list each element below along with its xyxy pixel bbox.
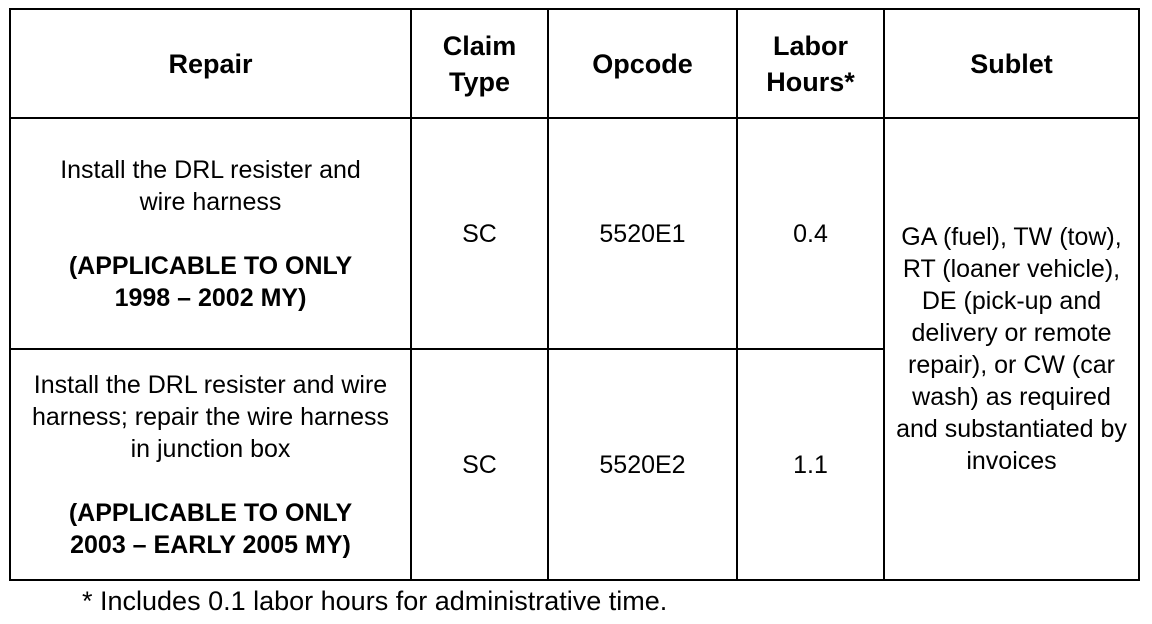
table-row — [10, 118, 1139, 349]
header-labor-hours-label: Labor Hours* — [766, 30, 855, 97]
opcode-value: 5520E2 — [599, 450, 686, 479]
repair-table — [9, 8, 1140, 581]
claim-type-cell — [411, 349, 548, 580]
labor-hours-cell — [737, 118, 884, 349]
header-sublet — [884, 9, 1139, 118]
opcode-cell — [548, 118, 737, 349]
sublet-cell — [884, 118, 1139, 580]
applicability-note: (APPLICABLE TO ONLY 2003 – EARLY 2005 MY) — [68, 498, 353, 559]
labor-hours-value: 1.1 — [793, 450, 828, 479]
header-labor-hours — [737, 9, 884, 118]
header-opcode — [548, 9, 737, 118]
repair-description: Install the DRL resister and wire harness; repair the wire harness in junction box — [31, 370, 390, 463]
header-repair — [10, 9, 411, 118]
header-opcode-label: Opcode — [592, 48, 693, 79]
header-repair-label: Repair — [168, 48, 253, 79]
repair-cell — [10, 349, 411, 580]
claim-type-cell — [411, 118, 548, 349]
header-claim-type — [411, 9, 548, 118]
applicability-note: (APPLICABLE TO ONLY 1998 – 2002 MY) — [68, 251, 353, 312]
footnote: * Includes 0.1 labor hours for administrative time. — [82, 586, 668, 616]
repair-description: Install the DRL resister and wire harness — [60, 155, 361, 216]
repair-cell — [10, 118, 411, 349]
labor-hours-cell — [737, 349, 884, 580]
header-row — [10, 9, 1139, 118]
claim-type-value: SC — [462, 450, 497, 479]
labor-hours-value: 0.4 — [793, 219, 828, 248]
header-sublet-label: Sublet — [970, 48, 1053, 79]
sublet-description: GA (fuel), TW (tow), RT (loaner vehicle), DE (pick-up and delivery or remote repair), or CW (car wash) as required and substantiated by invoices — [896, 223, 1127, 475]
claim-type-value: SC — [462, 219, 497, 248]
opcode-value: 5520E1 — [599, 219, 686, 248]
header-claim-type-label: Claim Type — [442, 30, 517, 97]
opcode-cell — [548, 349, 737, 580]
